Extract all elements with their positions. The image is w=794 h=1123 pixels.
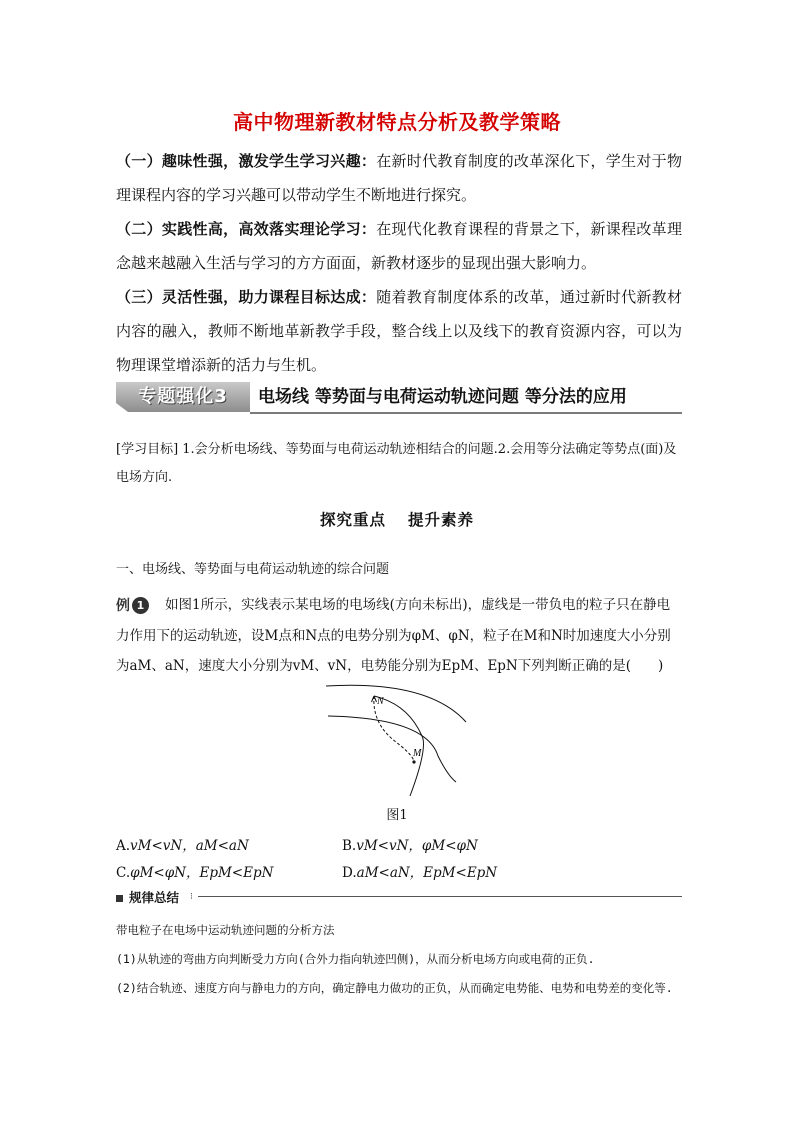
option-d-text: aM<aN，EpM<EpN	[356, 865, 498, 881]
example-problem	[116, 590, 682, 681]
field-line-figure	[318, 676, 468, 798]
point-m-marker	[412, 760, 415, 763]
section-heading-right: 提升素养	[408, 511, 475, 529]
point-3-text: 随着教育制度体系的改革，通过新时代新教材内容的融入，教师不断地革新教学手段，整合线上以及线下的教育资源内容，可以为物理课堂增添新的活力与生机。	[116, 288, 682, 374]
rule-line-1: 带电粒子在电场中运动轨迹问题的分析方法	[116, 923, 335, 937]
label-m: M	[413, 748, 422, 759]
banner-title: 电场线 等势面与电荷运动轨迹问题 等分法的应用	[258, 387, 627, 407]
learning-objectives: [学习目标] 1.会分析电场线、等势面与电荷运动轨迹相结合的问题.2.会用等分法确定等势点(面)及电场方向.	[116, 442, 677, 485]
option-b	[342, 834, 478, 854]
figure-caption: 图1	[386, 808, 408, 823]
field-line-3	[374, 696, 424, 796]
option-c-text: φM<φN，EpM<EpN	[130, 865, 274, 881]
dotted-separator-icon: ⁝	[190, 892, 193, 902]
rule-summary-title	[116, 888, 179, 906]
label-n: N	[377, 696, 384, 707]
point-1	[116, 144, 682, 212]
rule-summary-body	[116, 916, 682, 1003]
rule-summary-header	[116, 888, 682, 906]
example-badge-label: 例	[116, 597, 130, 614]
section-heading-left: 探究重点	[319, 511, 386, 529]
option-d-label: D.	[342, 865, 357, 881]
section-heading	[0, 508, 794, 530]
page-title: 高中物理新教材特点分析及教学策略	[233, 110, 561, 134]
option-b-label: B.	[342, 838, 357, 854]
point-3	[116, 280, 682, 382]
option-a-label: A.	[116, 838, 131, 854]
example-badge	[116, 591, 149, 621]
rule-line-3: (2)结合轨迹、速度方向与静电力的方向，确定静电力做功的正负，从而确定电势能、电势和电势差的变化等.	[116, 981, 673, 995]
square-bullet-icon	[116, 895, 123, 902]
option-a-text: vM<vN，aM<aN	[130, 838, 249, 854]
rule-line-2: (1)从轨迹的弯曲方向判断受力方向(合外力指向轨迹凹侧)，从而分析电场方向或电荷的正负.	[116, 952, 595, 966]
point-2-text: 在现代化教育课程的背景之下，新课程改革理念越来越融入生活与学习的方方面面，新教材逐步的显现出强大影响力。	[116, 220, 682, 272]
option-b-text: vM<vN，φM<φN	[356, 838, 478, 854]
point-3-heading: （三）灵活性强，助力课程目标达成：	[116, 288, 377, 306]
banner-underline	[250, 412, 682, 414]
option-c-label: C.	[116, 865, 131, 881]
option-a	[116, 834, 249, 854]
field-line-2	[328, 716, 456, 782]
example-number: 1	[132, 597, 149, 614]
rule-summary-label: 规律总结	[129, 890, 180, 905]
subsection-heading: 一、电场线、等势面与电荷运动轨迹的综合问题	[116, 562, 390, 577]
rule-divider	[198, 896, 682, 897]
point-1-heading: （一）趣味性强，激发学生学习兴趣：	[116, 152, 377, 170]
example-text: 如图1所示，实线表示某电场的电场线(方向未标出)，虚线是一带负电的粒子只在静电力作用下的运动轨迹，设M点和N点的电势分别为φM、φN，粒子在M和N时加速度大小分别为aM、aN，速度大小分别为vM、vN，电势能分别为EpM、EpN下列判断正确的是( )	[116, 597, 671, 674]
point-2-heading: （二）实践性高，高效落实理论学习：	[116, 220, 377, 238]
point-2	[116, 212, 682, 280]
option-c	[116, 861, 273, 881]
point-1-text: 在新时代教育制度的改革深化下，学生对于物理课程内容的学习兴趣可以带动学生不断地进行探究。	[116, 152, 682, 204]
option-d	[342, 861, 497, 881]
banner-tab-label: 专题强化3	[138, 386, 228, 407]
topic-banner	[116, 380, 682, 414]
